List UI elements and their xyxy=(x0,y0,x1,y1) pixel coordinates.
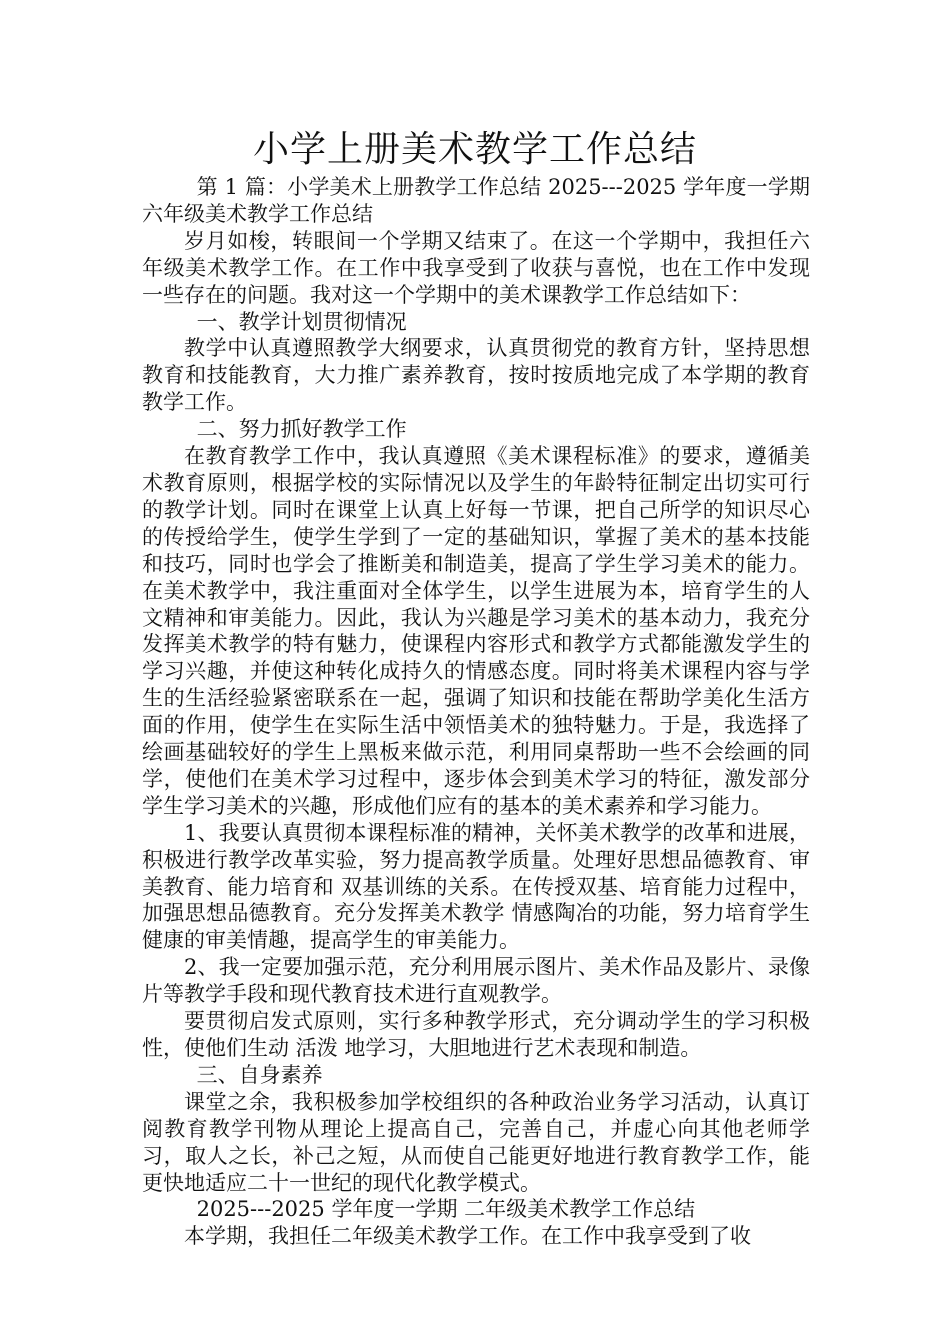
section-heading-teaching: 二、努力抓好教学工作 xyxy=(196,417,407,442)
document-title: 小学上册美术教学工作总结 xyxy=(252,129,697,170)
section-heading-self: 三、自身素养 xyxy=(196,1062,323,1087)
paragraph-intro: 岁月如梭，转眼间一个学期又结束了。在这一个学期中，我担任六年级美术教学工作。在工作中我享受到了收获与喜悦，也在工作中发现一些存在的问题。我对这一个学期中的美术课教学工作总结如下： xyxy=(142,228,810,307)
paragraph-point-1: 1、我要认真贯彻本课程标准的精神，关怀美术教学的改革和进展，积极进行教学改革实验，努力提高教学质量。处理好思想品德教育、审美教育、能力培育和 双基训练的关系。在传授双基、培育能力过程中，加强思想品德教育。充分发挥美术教学 情感陶冶的功能，努力培育学生健康的审美情趣，提高学生的审美能力。 xyxy=(142,820,810,953)
section-heading-plan: 一、教学计划贯彻情况 xyxy=(196,309,407,334)
paragraph-point-2: 2、我一定要加强示范，充分利用展示图片、美术作品及影片、录像片等教学手段和现代教育技术进行直观教学。 xyxy=(142,955,810,1007)
paragraph-grade-2-intro: 本学期，我担任二年级美术教学工作。在工作中我享受到了收 xyxy=(184,1224,751,1249)
document-body xyxy=(142,174,810,1250)
section-heading-article-1: 第 1 篇：小学美术上册教学工作总结 2025---2025 学年度一学期 六年级美术教学工作总结 xyxy=(142,175,810,226)
paragraph-heuristic: 要贯彻启发式原则，实行多种教学形式，充分调动学生的学习积极性，使他们生动 活泼 地学习，大胆地进行艺术表现和制造。 xyxy=(142,1009,810,1060)
paragraph-self: 课堂之余，我积极参加学校组织的各种政治业务学习活动，认真订阅教育教学刊物从理论上提高自己，完善自己，并虚心向其他老师学习，取人之长，补己之短，从而使自己能更好地进行教育教学工作，能更快地适应二十一世纪的现代化教学模式。 xyxy=(142,1089,810,1195)
paragraph-teaching: 在教育教学工作中，我认真遵照《美术课程标准》的要求，遵循美术教育原则，根据学校的实际情况以及学生的年龄特征制定出切实可行的教学计划。同时在课堂上认真上好每一节课，把自己所学的知识尽心的传授给学生，使学生学到了一定的基础知识，掌握了美术的基本技能和技巧，同时也学会了推断美和制造美，提高了学生学习美术的能力。在美术教学中，我注重面对全体学生，以学生进展为本，培育学生的人文精神和审美能力。因此，我认为兴趣是学习美术的基本动力，我充分发挥美术教学的特有魅力，使课程内容形式和教学方式都能激发学生的学习兴趣，并使这种转化成持久的情感态度。同时将美术课程内容与学生的生活经验紧密联系在一起，强调了知识和技能在帮助学美化生活方面的作用，使学生在实际生活中领悟美术的独特魅力。于是，我选择了绘画基础较好的学生上黑板来做示范，利用同桌帮助一些不会绘画的同学，使他们在美术学习过程中，逐步体会到美术学习的特征，激发部分学生学习美术的兴趣，形成他们应有的基本的美术素养和学习能力。 xyxy=(142,444,810,818)
paragraph-plan: 教学中认真遵照教学大纲要求，认真贯彻党的教育方针，坚持思想教育和技能教育，大力推广素养教育，按时按质地完成了本学期的教育教学工作。 xyxy=(142,336,810,415)
section-heading-grade-2: 2025---2025 学年度一学期 二年级美术教学工作总结 xyxy=(196,1197,696,1222)
